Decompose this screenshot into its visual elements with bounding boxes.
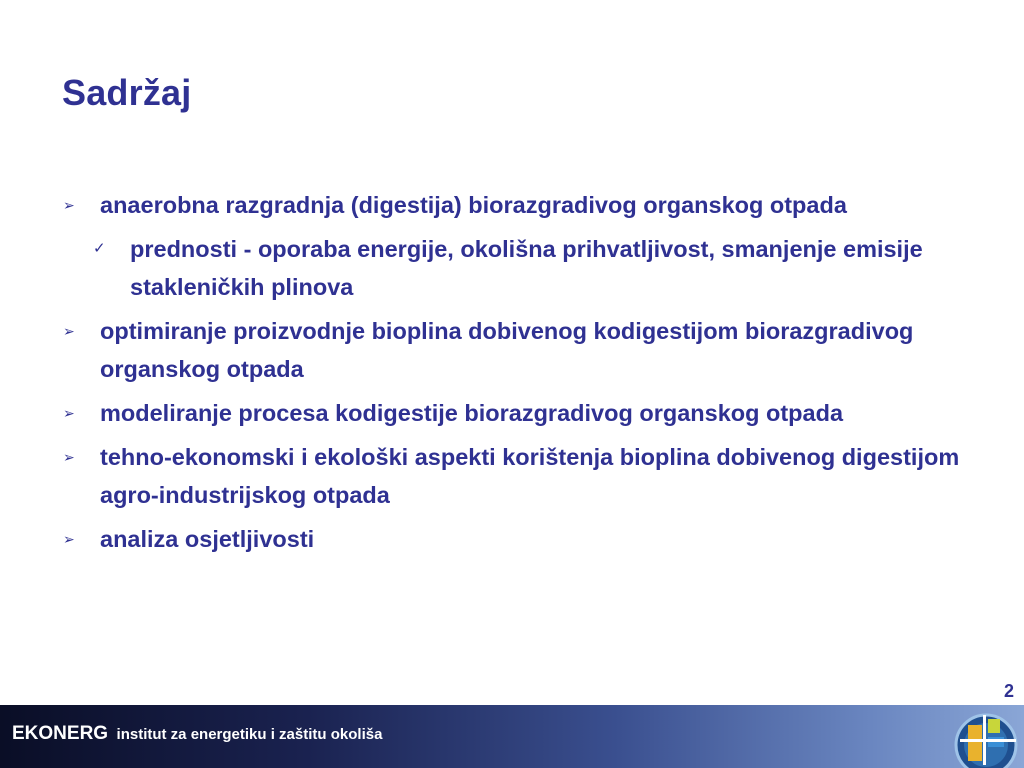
bullet-text: analiza osjetljivosti [100, 526, 315, 552]
bullet-text: modeliranje procesa kodigestije biorazgradivog organskog otpada [100, 400, 844, 426]
bullet-item [0, 394, 980, 432]
bullet-list [0, 186, 1024, 564]
arrow-bullet-icon: ➢ [63, 323, 75, 339]
bullet-item [0, 186, 980, 224]
bullet-text: tehno-ekonomski i ekološki aspekti korištenja bioplina dobivenog digestijom agro-industrijskog otpada [100, 444, 960, 508]
footer-text [12, 723, 382, 745]
bullet-text: anaerobna razgradnja (digestija) biorazgradivog organskog otpada [100, 192, 847, 218]
arrow-bullet-icon: ➢ [63, 197, 75, 213]
sub-bullet-text: prednosti - oporaba energije, okolišna prihvatljivost, smanjenje emisije stakleničkih plinova [130, 236, 923, 300]
ekonerg-logo-icon [950, 705, 1024, 768]
slide-title: Sadržaj [62, 72, 192, 113]
bullet-item [0, 312, 980, 388]
footer-tagline: institut za energetiku i zaštitu okoliša [116, 726, 383, 743]
sub-bullet-item [0, 230, 970, 306]
footer-bar [0, 705, 1024, 768]
bullet-item [0, 520, 980, 558]
checkmark-bullet-icon: ✓ [93, 240, 106, 257]
bullet-text: optimiranje proizvodnje bioplina dobivenog kodigestijom biorazgradivog organskog otpada [100, 318, 914, 382]
arrow-bullet-icon: ➢ [63, 531, 75, 547]
arrow-bullet-icon: ➢ [63, 405, 75, 421]
footer-brand: EKONERG [12, 723, 109, 744]
bullet-item [0, 438, 980, 514]
page-number: 2 [1003, 681, 1014, 701]
arrow-bullet-icon: ➢ [63, 449, 75, 465]
